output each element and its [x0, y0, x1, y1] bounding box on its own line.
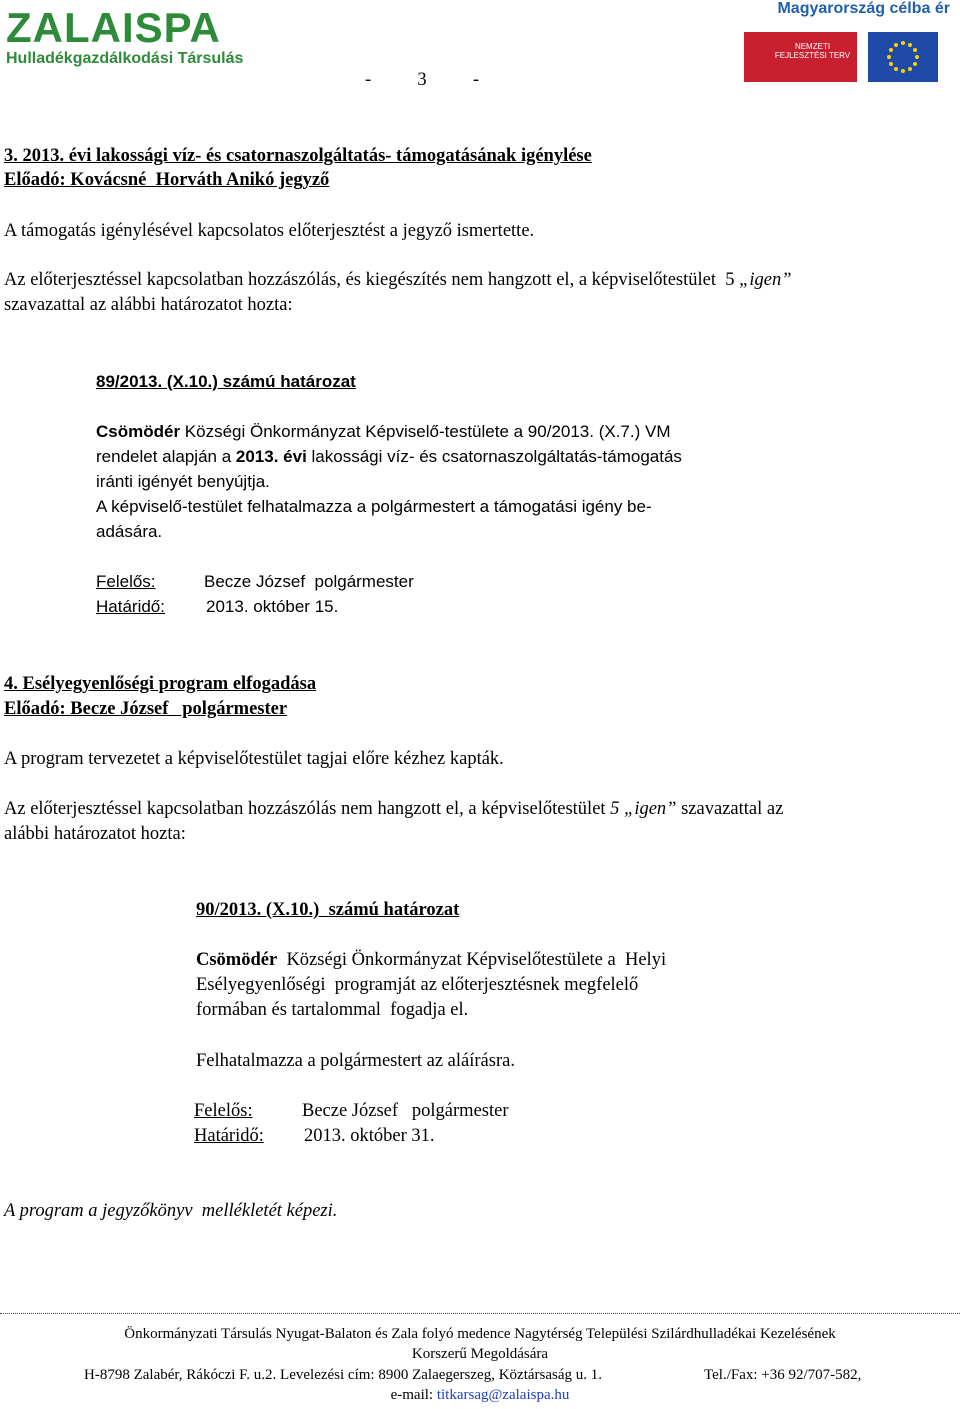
section4-para2-line1 — [4, 797, 783, 821]
resolution-90-line1 — [196, 948, 666, 972]
section4-para2-line2: alábbi határozatot hozta: — [4, 824, 186, 844]
resolution-90-line3: formában és tartalommal fogadja el. — [196, 1000, 469, 1020]
section3-title: 3. 2013. évi lakossági víz- és csatornaszolgáltatás- támogatásának igénylése — [4, 146, 592, 166]
resolution-90-line4: Felhatalmazza a polgármestert az aláírásra. — [196, 1051, 515, 1071]
resolution-89-line1 — [96, 420, 671, 444]
section4-title: 4. Esélyegyenlőségi program elfogadása — [4, 674, 317, 694]
responsible-label: Felelős: — [96, 572, 156, 591]
resolution-89-line2 — [96, 445, 682, 469]
section3-para2-line1 — [4, 268, 792, 292]
deadline-label: Határidő: — [96, 597, 165, 616]
responsible-label-2: Felelős: — [194, 1101, 253, 1121]
resolution-89-line5: adására. — [96, 522, 163, 541]
section4-para2-text-b: szavazattal az — [676, 799, 784, 819]
deadline-value: 2013. október 15. — [206, 597, 339, 616]
nft-logo: NEMZETI FEJLESZTÉSI TERV — [744, 32, 857, 82]
resolution-89-line2-c: lakossági víz- és csatornaszolgáltatás-támogatás — [306, 447, 682, 466]
footer-divider — [0, 1313, 960, 1318]
footer-line1: Önkormányzati Társulás Nyugat-Balaton és Zala folyó medence Nagytérség Települési Szilárdhulladékai Kezelésének — [124, 1326, 836, 1342]
section3-presenter: Előadó: Kovácsné Horváth Anikó jegyző — [4, 170, 330, 190]
section3-para2-text: Az előterjesztéssel kapcsolatban hozzászólás, és kiegészítés nem hangzott el, a képviselőtestület 5 — [4, 270, 740, 290]
resolution-89-line2-a: rendelet alapján a — [96, 447, 236, 466]
responsible-value-2: Becze József polgármester — [302, 1101, 509, 1121]
section3-igen: „igen” — [739, 270, 792, 290]
resolution-90-line1-rest: Községi Önkormányzat Képviselőtestülete a Helyi — [277, 950, 667, 970]
deadline-label-2: Határidő: — [194, 1126, 264, 1146]
resolution-90-municipality: Csömödér — [196, 950, 278, 970]
section4-para1: A program tervezetet a képviselőtestület tagjai előre kézhez kapták. — [4, 749, 504, 769]
footer-email-link[interactable]: titkarsag@zalaispa.hu — [436, 1387, 570, 1403]
resolution-90-line2: Esélyegyenlőségi programját az előterjesztésnek megfelelő — [196, 975, 639, 995]
footer-email-label: e-mail: — [390, 1387, 437, 1403]
zalaispa-logo — [6, 6, 243, 68]
responsible-value: Becze József polgármester — [204, 572, 414, 591]
resolution-89-line3: iránti igényét benyújtja. — [96, 472, 270, 491]
resolution-90-title: 90/2013. (X.10.) számú határozat — [196, 900, 460, 920]
eu-flag-icon — [868, 32, 938, 82]
footer-line2: Korszerű Megoldására — [411, 1346, 549, 1362]
section3-para1: A támogatás igénylésével kapcsolatos előterjesztést a jegyző ismertette. — [4, 221, 535, 241]
footer-address: H-8798 Zalabér, Rákóczi F. u.2. Levelezési cím: 8900 Zalaegerszeg, Köztársaság u. 1. — [84, 1367, 603, 1383]
section3-para2-line2: szavazattal az alábbi határozatot hozta: — [4, 295, 293, 315]
resolution-89-line2-b: 2013. évi — [235, 447, 307, 466]
resolution-89-line1-rest: Községi Önkormányzat Képviselő-testülete a 90/2013. (X.7.) VM — [180, 422, 671, 441]
logo-subtitle: Hulladékgazdálkodási Társulás — [6, 50, 244, 67]
resolution-89-line4: A képviselő-testület felhatalmazza a polgármestert a támogatási igény be- — [96, 497, 652, 516]
logo-title: ZALAISPA — [6, 4, 221, 51]
deadline-value-2: 2013. október 31. — [304, 1126, 435, 1146]
resolution-89-title: 89/2013. (X.10.) számú határozat — [96, 372, 356, 391]
section4-igen: 5 „igen” — [610, 799, 677, 819]
footer-phone: Tel./Fax: +36 92/707-582, — [704, 1367, 862, 1383]
section4-presenter: Előadó: Becze József polgármester — [4, 699, 288, 719]
section4-para2-text: Az előterjesztéssel kapcsolatban hozzászólás nem hangzott el, a képviselőtestület — [4, 799, 611, 819]
magyarorszag-celba-er-logo: Magyarország célba ér — [777, 0, 950, 17]
page-number: - 3 - — [365, 70, 480, 90]
section4-closing: A program a jegyzőkönyv mellékletét képezi. — [4, 1201, 338, 1221]
footer-email-line — [0, 1386, 960, 1405]
resolution-89-municipality: Csömödér — [96, 422, 181, 441]
